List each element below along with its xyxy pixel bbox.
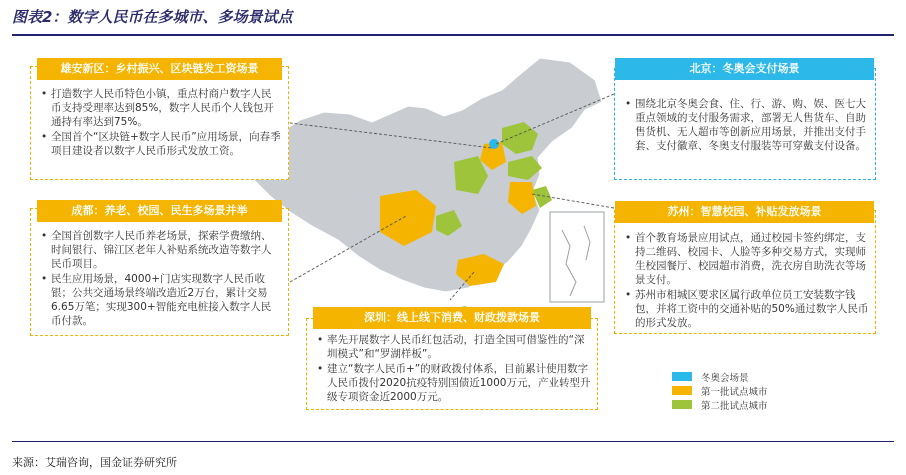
shenzhen-box [306, 311, 598, 410]
china-map [240, 50, 630, 350]
source-note: 来源：艾瑞咨询，国金证券研究所 [12, 456, 177, 469]
list-item: • 全国首创数字人民币养老场景，探索学费缴纳、时间银行、锦江区老年人补贴系统改造等数字人民币项目。 [41, 229, 281, 271]
legend-swatch-yellow [672, 386, 692, 395]
xiongan-header: 雄安新区：乡村振兴、区块链发工资场景 [37, 58, 282, 80]
legend-swatch-blue [672, 372, 692, 381]
xiongan-bullets [41, 87, 281, 159]
list-item: • 打造数字人民币特色小镇，重点村商户数字人民币支持受理率达到85%，数字人民币个人钱包开通持有率达到75%。 [41, 87, 281, 129]
list-item: • 民生应用场景，4000+门店实现数字人民币收银；公共交通场景终端改造近2万台，累计交易6.65万笔；实现300+智能充电桩接入数字人民币付款。 [41, 272, 281, 328]
legend-label: 第一批试点城市 [701, 386, 768, 398]
suzhou-bullets [625, 231, 871, 331]
shenzhen-header: 深圳：线上线下消费、财政拨款场景 [313, 307, 591, 329]
legend-swatch-green [672, 400, 692, 409]
chengdu-bullets [41, 229, 281, 329]
legend-item [672, 398, 768, 411]
chengdu-box [30, 204, 289, 336]
figure-title: 图表2：数字人民币在多城市、多场景试点 [12, 8, 293, 26]
xiongan-box [30, 62, 289, 180]
beijing-box [614, 62, 876, 180]
legend-item [672, 370, 768, 383]
legend [672, 370, 768, 412]
title-divider [12, 34, 894, 36]
list-item: • 全国首个“区块链+数字人民币”应用场景，向春季项目建设者以数字人民币形式发放工资。 [41, 130, 281, 158]
list-item: • 率先开展数字人民币红包活动，打造全国可借鉴性的“深圳模式”和“罗湖样板”。 [317, 333, 593, 361]
legend-label: 第二批试点城市 [701, 400, 768, 412]
suzhou-box [614, 205, 876, 334]
footer-divider [12, 441, 894, 442]
chengdu-header: 成都：养老、校园、民生多场景并举 [37, 200, 282, 222]
south-sea-inset [550, 212, 604, 302]
list-item: • 苏州市相城区要求区属行政单位员工安装数字钱包，并将工资中的交通补贴的50%通过数字人民币的形式发放。 [625, 288, 871, 330]
legend-label: 冬奥会场景 [701, 372, 749, 384]
suzhou-header: 苏州：智慧校园、补贴发放场景 [615, 201, 874, 223]
beijing-header: 北京：冬奥会支付场景 [615, 58, 874, 80]
shenzhen-bullets [317, 333, 593, 405]
list-item: • 首个教育场景应用试点，通过校园卡签约绑定，支持二维码、校园卡、人脸等多种交易方式，实现师生校园餐厅、校园超市消费，洗衣房自助洗衣等场景支付。 [625, 231, 871, 287]
list-item: • 建立“数字人民币+”的财政拨付体系，目前累计使用数字人民币拨付2020抗疫特别国债近1000万元，产业转型升级专项资金近2000万元。 [317, 362, 593, 404]
legend-item [672, 384, 768, 397]
china-mainland-shape [246, 58, 602, 292]
beijing-bullets [625, 97, 869, 154]
list-item: • 围绕北京冬奥会食、住、行、游、购、娱、医七大重点领域的支付服务需求，部署无人售货车、自助售货机、无人超市等创新应用场景，并推出支付手套、支付徽章、冬奥支付服装等可穿戴支付设备。 [625, 97, 869, 153]
